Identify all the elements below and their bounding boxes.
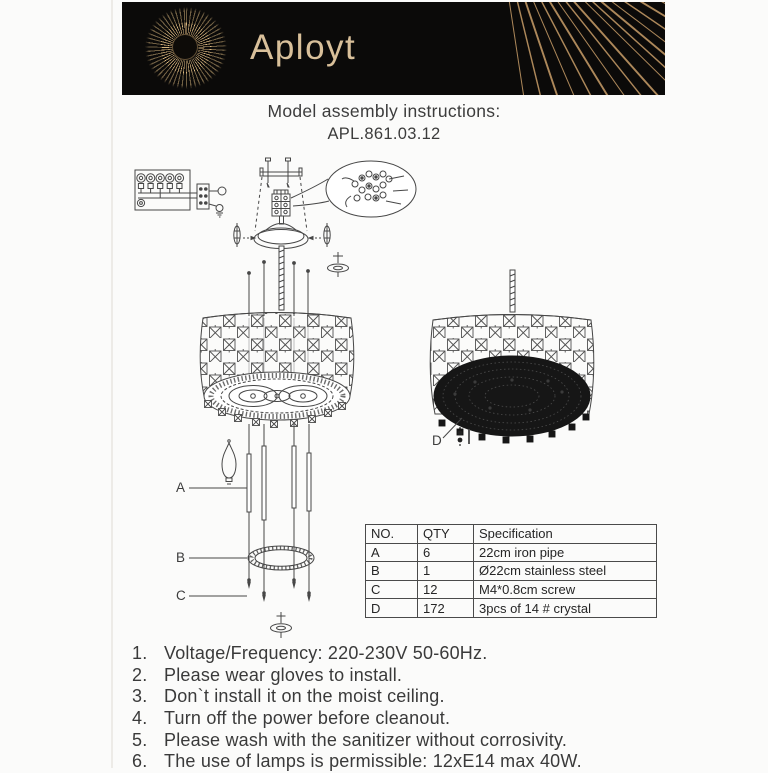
title-block xyxy=(0,101,768,144)
item-number: 5. xyxy=(132,729,148,750)
table-row xyxy=(366,599,657,618)
table-row xyxy=(366,562,657,581)
cell-no: D xyxy=(366,599,418,618)
list-item xyxy=(132,665,732,687)
item-text: The use of lamps is permissible: 12xE14 max 40W. xyxy=(164,751,582,772)
part-label-a: A xyxy=(176,480,186,495)
cell-no: C xyxy=(366,580,418,599)
item-text: Turn off the power before cleanout. xyxy=(164,708,451,729)
model-number: APL.861.03.12 xyxy=(327,125,441,143)
col-header-spec: Specification xyxy=(474,525,657,544)
item-text: Please wear gloves to install. xyxy=(164,664,403,685)
cell-qty: 6 xyxy=(418,543,474,562)
cell-no: A xyxy=(366,543,418,562)
item-number: 3. xyxy=(132,686,148,707)
list-item xyxy=(132,751,732,773)
cell-qty: 12 xyxy=(418,580,474,599)
item-number: 6. xyxy=(132,751,148,772)
item-text: Please wash with the sanitizer without corrosivity. xyxy=(164,729,568,750)
cell-spec: Ø22cm stainless steel xyxy=(474,562,657,581)
mount-bracket xyxy=(260,168,302,176)
brand-banner xyxy=(122,2,665,95)
cell-spec: 3pcs of 14 # crystal xyxy=(474,599,657,618)
col-header-qty: QTY xyxy=(418,525,474,544)
parts-table-header-row xyxy=(366,525,657,544)
item-number: 1. xyxy=(132,643,148,663)
chandelier-assembled xyxy=(430,270,594,448)
table-row xyxy=(366,580,657,599)
wiring-schematic xyxy=(135,170,226,217)
screw-icon-horizontal xyxy=(328,252,349,277)
item-number: 2. xyxy=(132,664,148,685)
page-title: Model assembly instructions: xyxy=(267,101,501,121)
col-header-no: NO. xyxy=(366,525,418,544)
list-item xyxy=(132,730,732,752)
ceiling-mount xyxy=(254,158,308,249)
cell-no: B xyxy=(366,562,418,581)
instruction-list xyxy=(132,643,732,773)
part-label-d: D xyxy=(432,433,442,448)
decorative-rays xyxy=(122,2,665,95)
bulb-icon xyxy=(222,440,236,484)
screw-icon-bottom xyxy=(271,612,292,638)
cell-spec: 22cm iron pipe xyxy=(474,543,657,562)
chandelier-exploded xyxy=(200,313,354,428)
cell-qty: 1 xyxy=(418,562,474,581)
steel-ring xyxy=(248,546,314,570)
list-item xyxy=(132,686,732,708)
brand-wordmark: Aployt xyxy=(250,28,357,67)
terminal-block xyxy=(272,190,290,216)
cell-qty: 172 xyxy=(418,599,474,618)
item-text: Voltage/Frequency: 220-230V 50-60Hz. xyxy=(164,643,488,663)
cell-spec: M4*0.8cm screw xyxy=(474,580,657,599)
part-label-c: C xyxy=(176,588,186,603)
parts-table xyxy=(365,524,657,618)
item-text: Don`t install it on the moist ceiling. xyxy=(164,686,445,707)
list-item xyxy=(132,708,732,730)
crystal-bottom-cluster xyxy=(434,356,590,443)
list-item xyxy=(132,643,732,665)
canopy xyxy=(254,224,308,249)
suspension-rods-bottom xyxy=(247,424,311,600)
hanging-pipe xyxy=(279,246,284,310)
part-label-b: B xyxy=(176,550,186,565)
item-number: 4. xyxy=(132,708,148,729)
detail-bubble xyxy=(291,161,416,217)
table-row xyxy=(366,543,657,562)
